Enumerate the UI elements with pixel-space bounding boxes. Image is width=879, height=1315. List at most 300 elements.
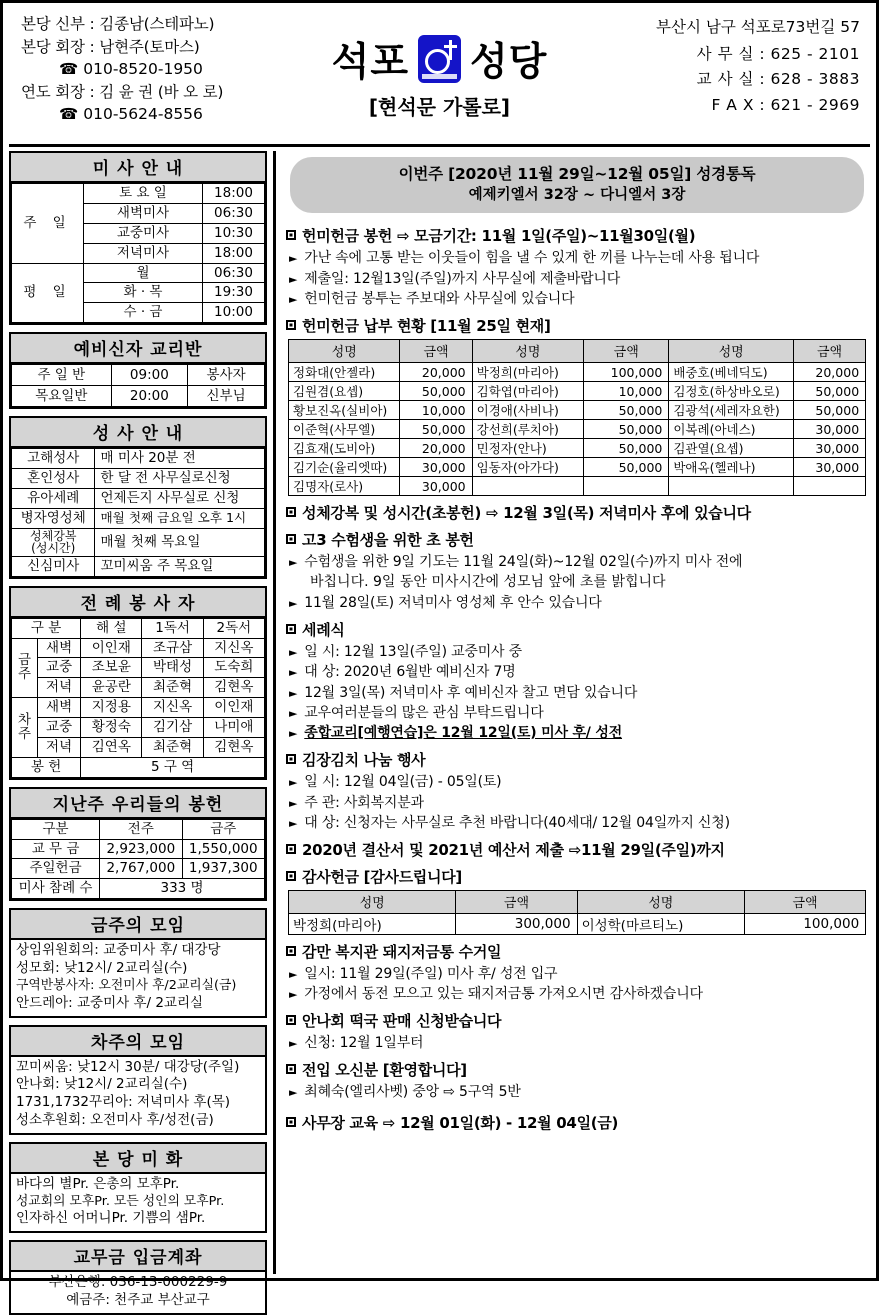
mass-schedule-table	[11, 183, 265, 323]
list-item: 인자하신 어머니Pr. 기쁨의 샘Pr.	[16, 1210, 206, 1227]
donor-name-empty	[669, 477, 794, 496]
left-column	[9, 151, 273, 1309]
table-header-row	[289, 890, 866, 913]
bank-account-title: 교무금 입금계좌	[11, 1242, 265, 1272]
donor-name-empty	[472, 477, 583, 496]
church-title	[332, 31, 548, 87]
notice-new-members	[286, 1059, 870, 1102]
notice-sub-text: 일 시: 12월 04일(금) - 05일(토)	[304, 774, 502, 791]
column-header-name: 성명	[577, 890, 744, 913]
column-header-reading2: 2독서	[203, 618, 264, 638]
notice-heading	[286, 866, 870, 887]
column-header-name: 성명	[669, 340, 794, 363]
sacrament-detail: 매월 첫째 금요일 오후 1시	[95, 508, 265, 528]
notice-sub-continuation: 바칩니다. 9일 동안 미사시간에 성모님 앞에 초를 밝힙니다	[310, 574, 666, 591]
right-column	[273, 151, 870, 1274]
server-reading1: 최준혁	[142, 678, 203, 698]
church-cleaning-title: 본 당 미 화	[11, 1144, 265, 1174]
server-time: 새벽	[38, 638, 81, 658]
list-item: 안나회: 낮12시/ 2교리실(수)	[16, 1076, 188, 1093]
page-body	[9, 147, 870, 1309]
mass-time: 06:30	[203, 263, 265, 283]
sacrament-info-title: 성 사 안 내	[11, 418, 265, 448]
server-reading1: 지신옥	[142, 698, 203, 718]
server-reading2: 이인재	[203, 698, 264, 718]
notice-baptism	[286, 619, 870, 743]
server-reading1: 최준혁	[142, 737, 203, 757]
notice-sub-text: 제출일: 12월13일(주일)까지 사무실에 제출바랍니다	[304, 270, 621, 287]
table-row	[12, 737, 265, 757]
mass-time: 10:30	[203, 223, 265, 243]
list-item: 상임위원회의: 교중미사 후/ 대강당	[16, 942, 221, 959]
notice-sub	[289, 965, 870, 984]
mass-schedule-title: 미 사 안 내	[11, 153, 265, 183]
notice-sub	[289, 553, 870, 572]
column-header-prev-week: 전주	[100, 819, 182, 839]
donor-amount: 50,000	[584, 401, 669, 420]
mass-time: 10:00	[203, 303, 265, 323]
notice-heading-text: 세례식	[302, 620, 345, 639]
notice-thanksgiving-offering	[286, 866, 870, 935]
liturgy-servers-title: 전 례 봉 사 자	[11, 588, 265, 618]
table-header-row	[12, 618, 265, 638]
notice-sub	[289, 270, 870, 289]
table-row	[12, 678, 265, 698]
donor-amount: 30,000	[793, 458, 865, 477]
notice-heading-text: 2020년 결산서 및 2021년 예산서 제출 ⇨11월 29일(주일)까지	[302, 840, 725, 859]
yeondo-president-phone: ☎ 010-5624-8556	[59, 105, 203, 123]
notice-kimchi-sharing	[286, 749, 870, 833]
page-header	[9, 8, 870, 147]
table-row	[12, 638, 265, 658]
square-bullet-icon	[286, 946, 296, 956]
bank-account-number: 부산은행: 036-13-000229-9	[48, 1274, 228, 1291]
donor-amount: 30,000	[400, 477, 472, 496]
table-row	[289, 401, 866, 420]
column-header-amount: 금액	[456, 890, 577, 913]
notice-heading	[286, 839, 870, 860]
council-president-phone: ☎ 010-8520-1950	[59, 60, 203, 78]
table-row	[12, 879, 265, 899]
fax-number: F A X : 621 - 2969	[711, 95, 860, 114]
table-row	[12, 184, 265, 204]
office-phone: 사 무 실 : 625 - 2101	[696, 44, 860, 63]
table-row	[289, 420, 866, 439]
offering-prev: 2,923,000	[100, 839, 182, 859]
server-commentator: 이인재	[81, 638, 142, 658]
donor-amount: 50,000	[584, 420, 669, 439]
donor-name: 박애옥(헬레나)	[669, 458, 794, 477]
triangle-bullet-icon: ►	[289, 666, 298, 680]
list-item: 1731,1732꾸리아: 저녁미사 후(목)	[16, 1094, 231, 1111]
table-row	[12, 365, 265, 386]
server-commentator: 지정용	[81, 698, 142, 718]
triangle-bullet-icon: ►	[289, 556, 298, 570]
server-reading2: 지신옥	[203, 638, 264, 658]
notice-heading-text: 안나회 떡국 판매 신청받습니다	[302, 1012, 502, 1031]
offering-box	[9, 787, 267, 902]
offering-prev: 2,767,000	[100, 859, 182, 879]
table-row	[12, 718, 265, 738]
table-row	[289, 382, 866, 401]
notice-heading-text: 헌미헌금 봉헌 ⇨ 모금기간: 11월 1일(주일)~11월30일(월)	[302, 227, 696, 246]
notice-sub-text: 주 관: 사회복지분과	[304, 794, 424, 811]
notice-sub-text: 헌미헌금 봉투는 주보대와 사무실에 있습니다	[304, 291, 575, 308]
square-bullet-icon	[286, 871, 296, 881]
column-header-name: 성명	[289, 340, 400, 363]
church-name-right: 성당	[470, 39, 548, 85]
week-label-this: 금 주	[12, 638, 38, 698]
attendance-label: 미사 참례 수	[12, 879, 100, 899]
notice-sub	[289, 794, 870, 813]
server-reading2: 도숙희	[203, 658, 264, 678]
table-row	[289, 477, 866, 496]
notice-heading	[286, 1112, 870, 1133]
table-row	[12, 658, 265, 678]
church-logo-icon	[417, 34, 462, 84]
triangle-bullet-icon: ►	[289, 796, 298, 810]
this-week-meetings-list	[11, 940, 265, 1015]
catechumen-class-time: 20:00	[111, 386, 188, 407]
notice-sub	[289, 704, 870, 723]
notice-sub	[289, 290, 870, 309]
donor-amount-empty	[793, 477, 865, 496]
server-commentator: 윤공란	[81, 678, 142, 698]
catechumen-class-name: 주 일 반	[12, 365, 112, 386]
donor-amount: 100,000	[584, 363, 669, 382]
notice-heading	[286, 941, 870, 962]
table-row	[12, 839, 265, 859]
next-week-meetings-list	[11, 1057, 265, 1133]
table-row	[12, 263, 265, 283]
square-bullet-icon	[286, 534, 296, 544]
donor-name: 이복례(아네스)	[669, 420, 794, 439]
table-row	[289, 913, 866, 934]
column-header-division: 구분	[12, 819, 100, 839]
table-row	[12, 508, 265, 528]
notice-sub	[289, 985, 870, 1004]
sacrament-name: 성체강복 (성시간)	[12, 528, 95, 556]
mass-name: 화 · 목	[84, 283, 203, 303]
donor-amount: 10,000	[584, 382, 669, 401]
table-row	[12, 859, 265, 879]
bank-account-holder: 예금주: 천주교 부산교구	[66, 1292, 210, 1309]
this-week-meetings-box	[9, 908, 267, 1017]
logo-ring-shape	[425, 49, 450, 74]
church-name-left: 석포	[331, 39, 409, 85]
notice-heading-text: 김장김치 나눔 행사	[302, 751, 426, 770]
offering-table	[11, 819, 265, 900]
notice-sub-text: 수험생을 위한 9일 기도는 11월 24일(화)~12월 02일(수)까지 미사 전에	[304, 554, 743, 571]
mass-time: 19:30	[203, 283, 265, 303]
catechumen-class-box	[9, 332, 267, 409]
notice-sub	[289, 684, 870, 703]
church-address: 부산시 남구 석포로73번길 57	[656, 18, 860, 36]
notice-heading-text: 성체강복 및 성시간(초봉헌) ⇨ 12월 3일(목) 저녁미사 후에 있습니다	[302, 504, 751, 523]
donor-amount-empty	[584, 477, 669, 496]
notice-sub	[289, 1083, 870, 1102]
square-bullet-icon	[286, 1117, 296, 1127]
table-row	[12, 488, 265, 508]
notice-sub	[289, 643, 870, 662]
notice-exam-candle	[286, 529, 870, 613]
offering-current: 1,937,300	[182, 859, 264, 879]
triangle-bullet-icon: ►	[289, 293, 298, 307]
notice-sub-emphasized	[289, 724, 870, 743]
mass-time: 06:30	[203, 203, 265, 223]
server-commentator: 조보윤	[81, 658, 142, 678]
donor-name: 김기순(율리엣따)	[289, 458, 400, 477]
triangle-bullet-icon: ►	[289, 252, 298, 266]
column-header-name: 성명	[289, 890, 456, 913]
donor-name: 이준혁(사무엘)	[289, 420, 400, 439]
donor-amount: 20,000	[400, 439, 472, 458]
square-bullet-icon	[286, 230, 296, 240]
column-header-amount: 금액	[400, 340, 472, 363]
servers-footer-value: 5 구 역	[81, 757, 265, 777]
mass-name: 토 요 일	[84, 184, 203, 204]
donor-name: 김원겸(요셉)	[289, 382, 400, 401]
notice-sub-text: 종합교리[예행연습]은 12월 12일(토) 미사 후/ 성전	[304, 725, 623, 742]
notice-heading	[286, 1059, 870, 1080]
server-time: 새벽	[38, 698, 81, 718]
next-week-meetings-title: 차주의 모임	[11, 1027, 265, 1057]
donor-name: 김관열(요셉)	[669, 439, 794, 458]
mass-name: 월	[84, 263, 203, 283]
notice-heading-text: 헌미헌금 납부 현황 [11월 25일 현재]	[302, 317, 551, 336]
square-bullet-icon	[286, 320, 296, 330]
triangle-bullet-icon: ►	[289, 686, 298, 700]
logo-cross-horizontal	[444, 45, 457, 48]
column-header-name: 성명	[472, 340, 583, 363]
table-row	[289, 363, 866, 382]
server-reading1: 박태성	[142, 658, 203, 678]
server-reading2: 김현옥	[203, 737, 264, 757]
server-reading1: 조규삼	[142, 638, 203, 658]
week-label-next: 차 주	[12, 698, 38, 758]
catechumen-class-table	[11, 364, 265, 407]
sacrament-info-table	[11, 448, 265, 577]
sacrament-name: 유아세례	[12, 488, 95, 508]
list-item: 안드레아: 교중미사 후/ 2교리실	[16, 994, 204, 1011]
mass-time: 18:00	[203, 184, 265, 204]
catechumen-class-teacher: 신부님	[188, 386, 265, 407]
donor-amount: 100,000	[744, 913, 865, 934]
notice-heading-text: 감만 복지관 돼지저금통 수거일	[302, 942, 502, 961]
donor-name: 황보진옥(실비아)	[289, 401, 400, 420]
donor-name: 정화대(안젤라)	[289, 363, 400, 382]
triangle-bullet-icon: ►	[289, 988, 298, 1002]
notice-sub	[289, 1034, 870, 1053]
triangle-bullet-icon: ►	[289, 272, 298, 286]
triangle-bullet-icon: ►	[289, 1037, 298, 1051]
table-row	[12, 449, 265, 469]
table-row	[12, 556, 265, 576]
table-row	[12, 757, 265, 777]
notice-heading-text: 고3 수험생을 위한 초 봉헌	[302, 531, 474, 550]
bank-account-box	[9, 1240, 267, 1315]
donor-amount: 20,000	[400, 363, 472, 382]
church-identity	[281, 8, 598, 144]
table-row	[12, 386, 265, 407]
church-cleaning-list	[11, 1174, 265, 1232]
offering-title: 지난주 우리들의 봉헌	[11, 789, 265, 819]
sacrament-name: 신심미사	[12, 556, 95, 576]
triangle-bullet-icon: ►	[289, 645, 298, 659]
notice-sub	[289, 663, 870, 682]
notice-rice-offering	[286, 225, 870, 309]
triangle-bullet-icon: ►	[289, 596, 298, 610]
sacrament-info-box	[9, 416, 267, 579]
notice-heading	[286, 749, 870, 770]
logo-cross-vertical	[449, 40, 452, 60]
donor-name: 김광석(세레자요한)	[669, 401, 794, 420]
offering-type: 주일헌금	[12, 859, 100, 879]
donor-name: 박정희(마리아)	[289, 913, 456, 934]
header-contacts-left	[9, 8, 281, 144]
list-item: 성모회: 낮12시/ 2교리실(수)	[16, 960, 188, 976]
donor-amount: 50,000	[793, 382, 865, 401]
donor-name: 강선희(루치아)	[472, 420, 583, 439]
mass-name: 수 · 금	[84, 303, 203, 323]
notice-piggy-bank-collection	[286, 941, 870, 1004]
offering-current: 1,550,000	[182, 839, 264, 859]
sacrament-name: 병자영성체	[12, 508, 95, 528]
donor-name: 김학엽(마리아)	[472, 382, 583, 401]
sacrament-detail: 언제든지 사무실로 신청	[95, 488, 265, 508]
server-reading2: 나미애	[203, 718, 264, 738]
this-week-meetings-title: 금주의 모임	[11, 910, 265, 940]
notice-sub-text: 대 상: 신청자는 사무실로 추천 바랍니다(40세대/ 12월 04일까지 신청)	[304, 814, 730, 831]
church-cleaning-box	[9, 1142, 267, 1234]
table-header-row	[12, 819, 265, 839]
notice-sub-text: 12월 3일(목) 저녁미사 후 예비신자 찰고 면담 있습니다	[304, 684, 638, 701]
donor-name: 배중호(베네딕도)	[669, 363, 794, 382]
server-time: 교중	[38, 658, 81, 678]
next-week-meetings-box	[9, 1025, 267, 1135]
donor-name: 박정희(마리아)	[472, 363, 583, 382]
pastor-line: 본당 신부 : 김종남(스테파노)	[21, 15, 215, 33]
notice-heading	[286, 502, 870, 523]
table-row	[289, 458, 866, 477]
notice-heading	[286, 619, 870, 640]
server-commentator: 김연옥	[81, 737, 142, 757]
church-patron-subtitle: [현석문 가롤로]	[368, 94, 511, 119]
column-header-amount: 금액	[744, 890, 865, 913]
column-header-division: 구 분	[12, 618, 81, 638]
server-time: 교중	[38, 718, 81, 738]
notice-sub-text: 가정에서 동전 모으고 있는 돼지저금통 가져오시면 감사하겠습니다	[304, 986, 703, 1003]
list-item: 성교회의 모후Pr. 모든 성인의 모후Pr.	[16, 1193, 225, 1209]
list-item: 성소후원회: 오전미사 후/성전(금)	[16, 1111, 214, 1128]
donor-name: 민정자(안나)	[472, 439, 583, 458]
header-contacts-right	[598, 8, 870, 144]
mass-name: 새벽미사	[84, 203, 203, 223]
donor-amount: 50,000	[400, 382, 472, 401]
banner-line1: 이번주 [2020년 11월 29일~12월 05일] 성경통독	[398, 165, 756, 183]
column-header-amount: 금액	[584, 340, 669, 363]
donor-amount: 30,000	[793, 439, 865, 458]
mass-time: 18:00	[203, 243, 265, 263]
mass-name: 교중미사	[84, 223, 203, 243]
donor-name: 임동자(아가다)	[472, 458, 583, 477]
server-time: 저녁	[38, 737, 81, 757]
notice-sub	[289, 594, 870, 613]
triangle-bullet-icon: ►	[289, 816, 298, 830]
square-bullet-icon	[286, 754, 296, 764]
triangle-bullet-icon: ►	[289, 967, 298, 981]
sacrament-detail: 매월 첫째 목요일	[95, 528, 265, 556]
triangle-bullet-icon: ►	[289, 776, 298, 790]
notice-sub	[289, 814, 870, 833]
sacrament-detail: 한 달 전 사무실로신청	[95, 469, 265, 489]
logo-bottom-bar	[422, 74, 457, 79]
server-reading1: 김기삼	[142, 718, 203, 738]
bible-reading-banner	[290, 157, 864, 213]
catechumen-class-time: 09:00	[111, 365, 188, 386]
triangle-bullet-icon: ►	[289, 727, 298, 741]
donation-table	[288, 339, 866, 496]
yeondo-president-line: 연도 회장 : 김 윤 권 (바 오 로)	[21, 82, 224, 101]
catechumen-class-title: 예비신자 교리반	[11, 334, 265, 364]
catechumen-class-teacher: 봉사자	[188, 365, 265, 386]
notice-sub-text: 최혜숙(엘리사벳) 중앙 ⇨ 5구역 5반	[304, 1084, 521, 1101]
donor-amount: 50,000	[793, 401, 865, 420]
donor-name: 김정호(하상바오로)	[669, 382, 794, 401]
column-header-reading1: 1독서	[142, 618, 203, 638]
square-bullet-icon	[286, 1064, 296, 1074]
sacrament-name: 고해성사	[12, 449, 95, 469]
donor-name: 이경애(사비나)	[472, 401, 583, 420]
notice-sub-text: 일 시: 12월 13일(주일) 교중미사 중	[304, 643, 522, 660]
donor-name: 이성학(마르티노)	[577, 913, 744, 934]
donor-amount: 30,000	[400, 458, 472, 477]
notice-heading-text: 전입 오신분 [환영합니다]	[302, 1061, 467, 1080]
notice-benediction	[286, 502, 870, 523]
donor-amount: 50,000	[584, 458, 669, 477]
liturgy-servers-table	[11, 618, 265, 778]
notice-sub	[289, 249, 870, 268]
table-row	[12, 469, 265, 489]
table-header-row	[289, 340, 866, 363]
list-item: 꼬미씨움: 낮12시 30분/ 대강당(주일)	[16, 1058, 240, 1075]
column-header-this-week: 금주	[182, 819, 264, 839]
catechumen-class-name: 목요일반	[12, 386, 112, 407]
donor-amount: 10,000	[400, 401, 472, 420]
table-row	[12, 528, 265, 556]
square-bullet-icon	[286, 844, 296, 854]
mass-schedule-box	[9, 151, 267, 325]
notice-tteokguk-sale	[286, 1010, 870, 1053]
donor-amount: 50,000	[400, 420, 472, 439]
notice-sub-text: 대 상: 2020년 6월반 예비신자 7명	[304, 664, 516, 681]
mass-name: 저녁미사	[84, 243, 203, 263]
bank-account-list	[11, 1272, 265, 1313]
square-bullet-icon	[286, 624, 296, 634]
triangle-bullet-icon: ►	[289, 1086, 298, 1100]
notice-heading	[286, 315, 870, 336]
sacrament-detail: 매 미사 20분 전	[95, 449, 265, 469]
notice-sub-text: 일시: 11월 29일(주일) 미사 후/ 성전 입구	[304, 965, 558, 982]
donor-name: 김명자(로사)	[289, 477, 400, 496]
square-bullet-icon	[286, 1015, 296, 1025]
sacrament-name: 혼인성사	[12, 469, 95, 489]
council-president-line: 본당 회장 : 남현주(토마스)	[21, 37, 200, 56]
notice-heading	[286, 225, 870, 246]
liturgy-servers-box	[9, 586, 267, 780]
donor-name: 김효재(도비아)	[289, 439, 400, 458]
mass-weekday-label: 평 일	[12, 263, 84, 323]
